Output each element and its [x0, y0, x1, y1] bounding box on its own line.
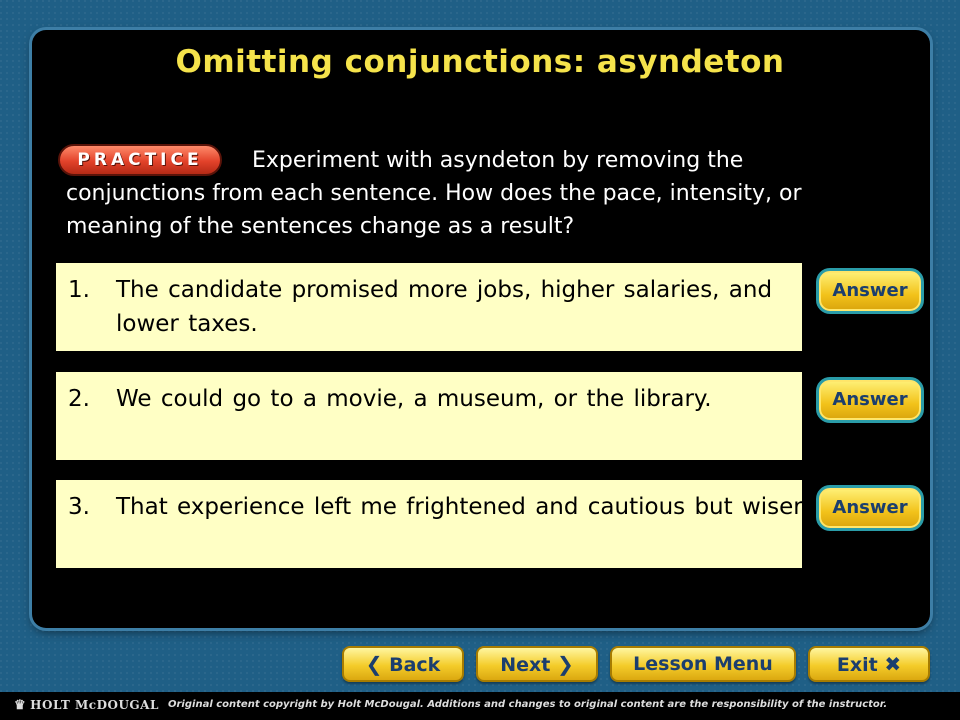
practice-item-text — [68, 273, 836, 341]
chevron-left-icon: ❮ — [365, 652, 383, 676]
publisher-logo — [14, 698, 159, 713]
practice-item-text — [68, 490, 836, 524]
lesson-menu-button[interactable]: Lesson Menu — [610, 646, 796, 682]
next-button[interactable] — [476, 646, 598, 682]
close-icon: ✖ — [884, 652, 902, 676]
item-number: 1. — [68, 277, 90, 303]
publisher-mark-icon: ♛ — [14, 698, 27, 713]
practice-item-1 — [56, 263, 802, 351]
footer-bar — [0, 692, 960, 720]
answer-button-3[interactable]: Answer — [816, 485, 924, 531]
exit-label: Exit — [836, 654, 878, 676]
copyright-notice: Original content copyright by Holt McDougal. Additions and changes to original content are the responsibility of the instructor. — [168, 699, 888, 710]
slide-title: Omitting conjunctions: asyndeton — [175, 44, 785, 80]
practice-instructions: Experiment with asyndeton by removing the conjunctions from each sentence. How does the pace, intensity, or meaning of the sentences change as a result? — [66, 148, 802, 239]
practice-item-2 — [56, 372, 802, 460]
chevron-right-icon: ❯ — [557, 652, 574, 676]
item-number: 3. — [68, 494, 90, 520]
next-label: Next — [500, 654, 551, 676]
answer-button-2[interactable]: Answer — [816, 377, 924, 423]
item-sentence: The candidate promised more jobs, higher salaries, and lower taxes. — [116, 277, 773, 337]
exit-button[interactable] — [808, 646, 930, 682]
back-label: Back — [389, 654, 441, 676]
answer-button-1[interactable]: Answer — [816, 268, 924, 314]
publisher-name: HOLT McDOUGAL — [30, 698, 159, 712]
practice-item-text — [68, 382, 836, 416]
item-sentence: That experience left me frightened and cautious but wiser. — [116, 494, 808, 520]
practice-item-3 — [56, 480, 808, 568]
practice-badge: PRACTICE — [58, 144, 222, 176]
item-sentence: We could go to a movie, a museum, or the library. — [116, 386, 712, 412]
back-button[interactable] — [342, 646, 464, 682]
item-number: 2. — [68, 386, 90, 412]
